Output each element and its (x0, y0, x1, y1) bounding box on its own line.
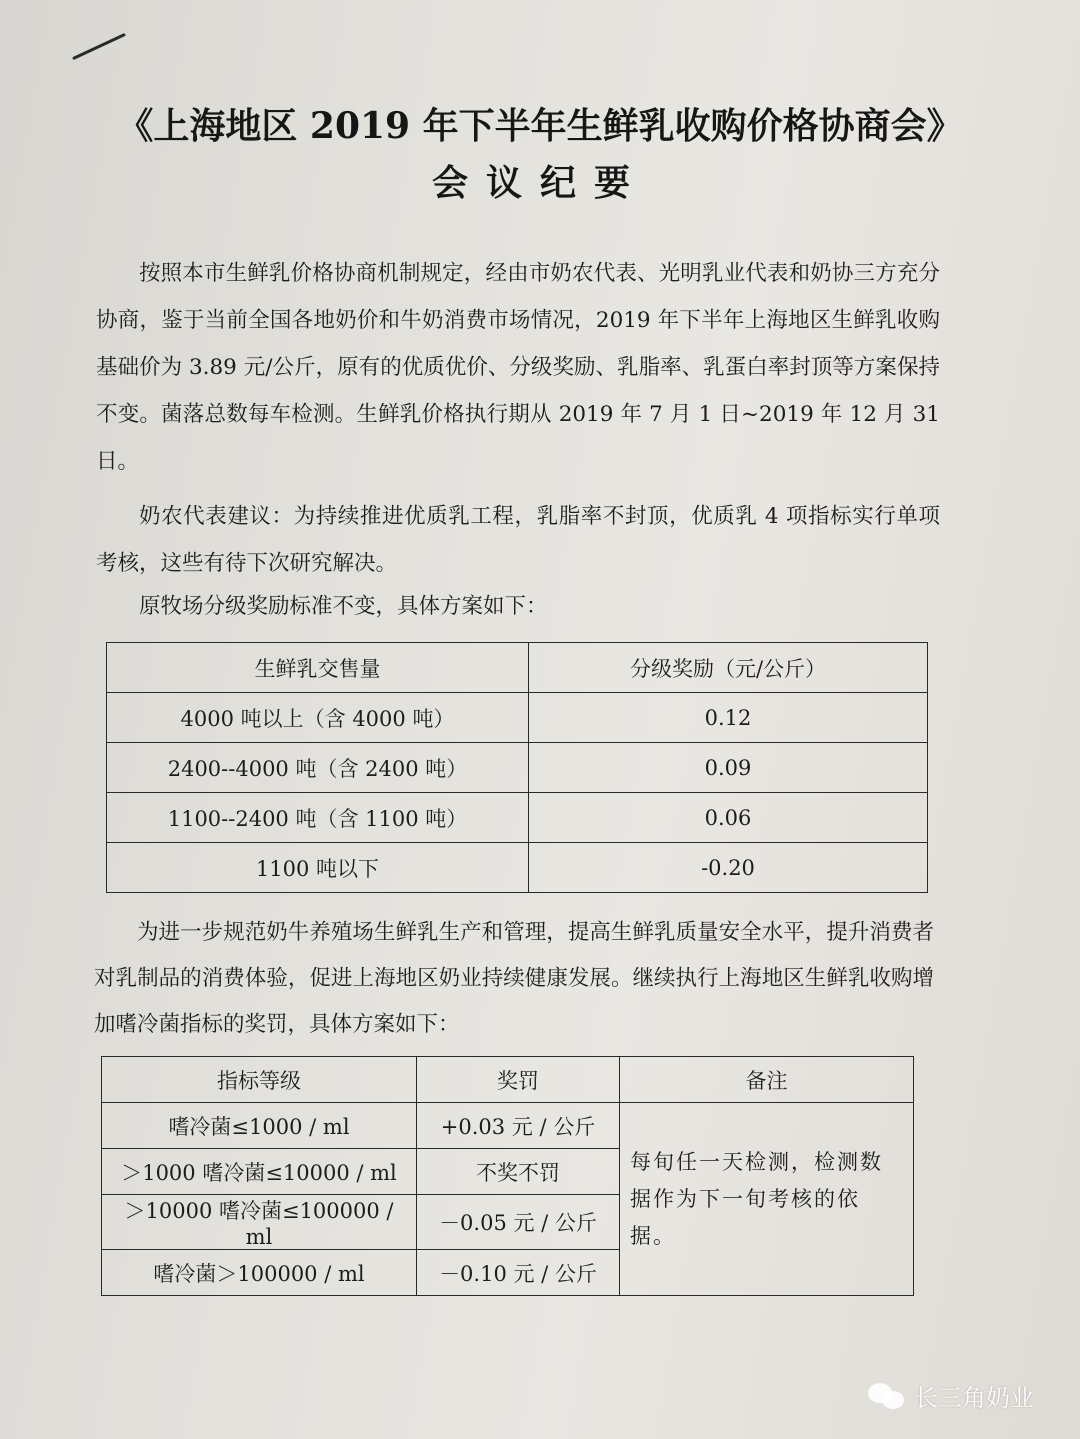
reward-penalty-cell: +0.03 元 / 公斤 (417, 1103, 620, 1149)
reward-penalty-cell: －0.10 元 / 公斤 (417, 1250, 620, 1296)
volume-cell: 1100--2400 吨（含 1100 吨） (107, 793, 529, 843)
grade-cell: ＞1000 嗜冷菌≤10000 / ml (102, 1149, 417, 1195)
table-header-cell: 分级奖励（元/公斤） (529, 643, 928, 693)
reward-cell: -0.20 (529, 843, 928, 893)
reward-penalty-cell: －0.05 元 / 公斤 (417, 1195, 620, 1250)
paragraph-farmer-suggestion: 奶农代表建议：为持续推进优质乳工程，乳脂率不封顶，优质乳 4 项指标实行单项考核，这些有待下次研究解决。 (96, 504, 940, 576)
table-header-row (107, 643, 928, 693)
wechat-icon (868, 1381, 906, 1411)
table-header-cell: 奖罚 (417, 1057, 620, 1103)
paragraph-grading-intro: 原牧场分级奖励标准不变，具体方案如下： (139, 594, 548, 619)
table-row (107, 843, 928, 893)
reward-cell: 0.12 (529, 693, 928, 743)
grade-cell: 嗜冷菌＞100000 / ml (102, 1250, 417, 1296)
table-row (107, 693, 928, 743)
volume-cell: 1100 吨以下 (107, 843, 529, 893)
pen-stroke-mark (72, 33, 126, 60)
table-row (107, 743, 928, 793)
reward-cell: 0.09 (529, 743, 928, 793)
reward-cell: 0.06 (529, 793, 928, 843)
table-header-cell: 生鲜乳交售量 (107, 643, 529, 693)
document-subtitle: 会议纪要 (431, 162, 648, 204)
document-title: 《上海地区 2019 年下半年生鲜乳收购价格协商会》 (117, 105, 963, 147)
grade-cell: ＞10000 嗜冷菌≤100000 / ml (102, 1195, 417, 1250)
grading-reward-table (106, 642, 928, 893)
grade-cell: 嗜冷菌≤1000 / ml (102, 1103, 417, 1149)
paragraph-pricing: 按照本市生鲜乳价格协商机制规定，经由市奶农代表、光明乳业代表和奶协三方充分协商，鉴于当前全国各地奶价和牛奶消费市场情况，2019 年下半年上海地区生鲜乳收购基础价为 3.89 元/公斤，原有的优质优价、分级奖励、乳脂率、乳蛋白率封顶等方案保持不变。菌落总数每车检测。生鲜乳价格执行期从 2019 年 7 月 1 日~2019 年 12 月 31 日。 (96, 261, 940, 474)
table-header-cell: 备注 (620, 1057, 914, 1103)
table-header-row (102, 1057, 914, 1103)
table-row (102, 1103, 914, 1149)
volume-cell: 4000 吨以上（含 4000 吨） (107, 693, 529, 743)
psychrophile-reward-table (101, 1056, 914, 1296)
table-header-cell: 指标等级 (102, 1057, 417, 1103)
volume-cell: 2400--4000 吨（含 2400 吨） (107, 743, 529, 793)
watermark (868, 1378, 1034, 1413)
paragraph-psychrophile-intro: 为进一步规范奶牛养殖场生鲜乳生产和管理，提高生鲜乳质量安全水平，提升消费者对乳制品的消费体验，促进上海地区奶业持续健康发展。继续执行上海地区生鲜乳收购增加嗜冷菌指标的奖罚，具体方案如下： (94, 920, 934, 1037)
watermark-text: 长三角奶业 (914, 1384, 1034, 1412)
note-cell: 每旬任一天检测，检测数据作为下一旬考核的依据。 (620, 1103, 914, 1296)
reward-penalty-cell: 不奖不罚 (417, 1149, 620, 1195)
table-row (107, 793, 928, 843)
